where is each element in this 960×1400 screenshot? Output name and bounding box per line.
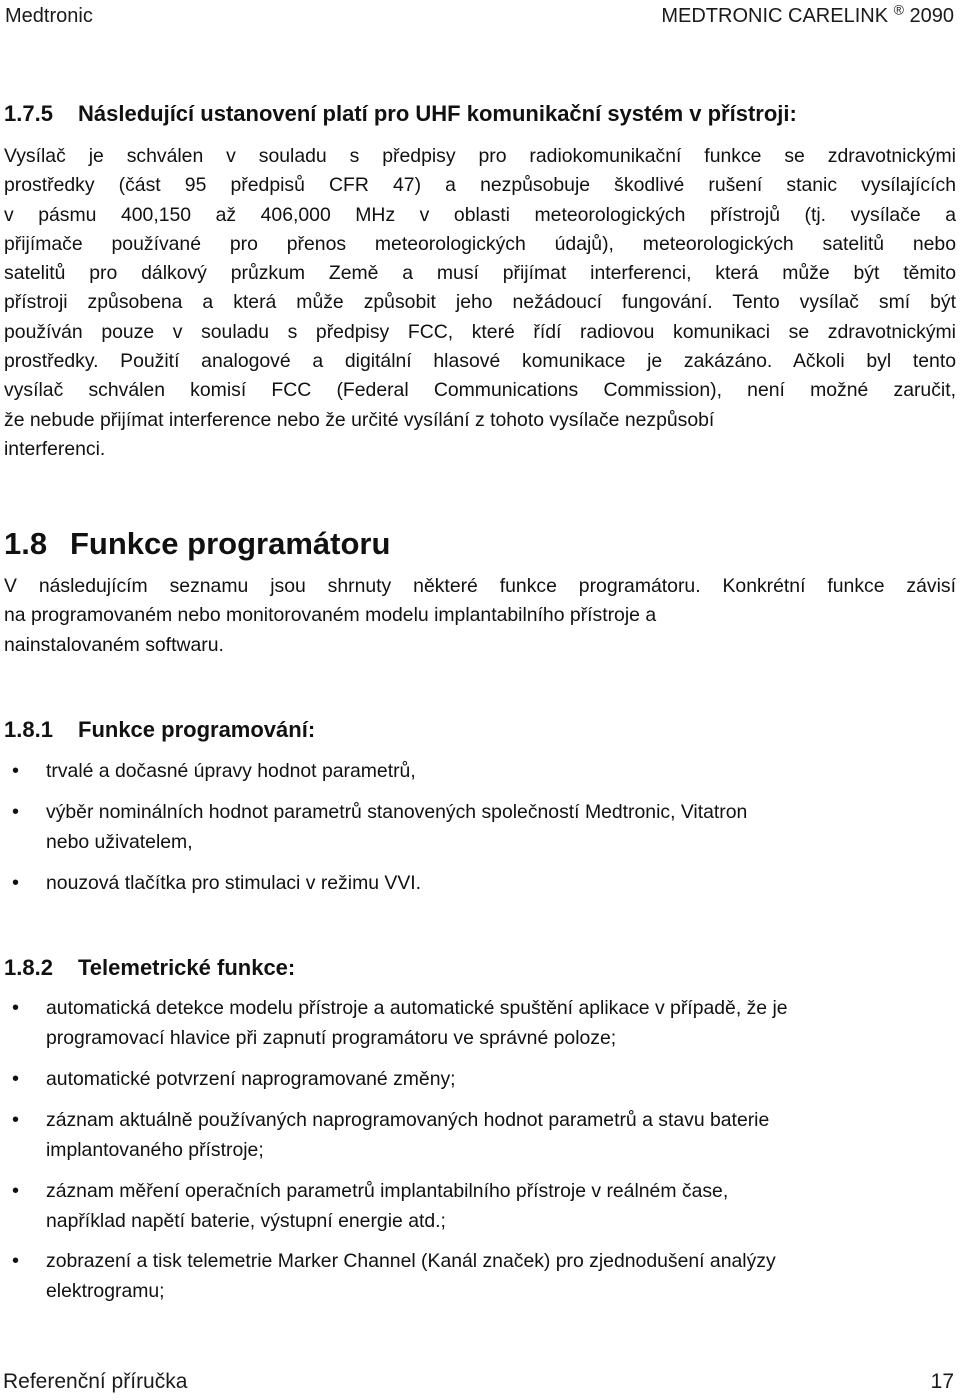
bullet-icon: • xyxy=(12,872,20,894)
page-number: 17 xyxy=(930,1370,954,1393)
list-item-text: zobrazení a tisk telemetrie Marker Channel (Kanál značek) pro zjednodušení analýzy xyxy=(46,1250,776,1272)
section-number: 1.8 xyxy=(4,526,48,561)
bullet-icon: • xyxy=(12,801,20,823)
list-item-text: nouzová tlačítka pro stimulaci v režimu VVI. xyxy=(46,872,422,894)
bullet-icon: • xyxy=(12,1109,20,1131)
text-line: Vysílač je schválen v souladu s předpisy pro radiokomunikační funkce se zdravotnickými xyxy=(4,145,956,167)
list-item-text: elektrogramu; xyxy=(46,1279,165,1302)
list-item-text: programovací hlavice při zapnutí programátoru ve správné poloze; xyxy=(46,1026,617,1049)
list-item-text: implantovaného přístroje; xyxy=(46,1138,264,1161)
section-title: Telemetrické funkce: xyxy=(78,955,296,980)
paragraph-uhf xyxy=(4,142,956,464)
section-number: 1.8.2 xyxy=(4,955,53,980)
page-header xyxy=(5,1,954,28)
text-line: přístroji způsobena a která může způsobit jeho nežádoucí fungování. Tento vysílač smí být xyxy=(4,291,956,314)
text-line: že nebude přijímat interference nebo že určité vysílání z tohoto vysílače nezpůsobí xyxy=(4,408,715,431)
text-line: přijímače používané pro přenos meteorologických údajů), meteorologických satelitů nebo xyxy=(4,232,956,255)
registered-mark: ® xyxy=(893,1,904,18)
text-line: interferenci. xyxy=(4,437,106,460)
text-line: vysílač schválen komisí FCC (Federal Communications Commission), není možné zaručit, xyxy=(4,379,956,402)
list-item-text: výběr nominálních hodnot parametrů stanovených společností Medtronic, Vitatron xyxy=(46,801,748,823)
list-item-text: záznam aktuálně používaných naprogramovaných hodnot parametrů a stavu baterie xyxy=(46,1109,770,1131)
section-heading-1-8 xyxy=(4,525,956,563)
bullet-icon: • xyxy=(12,1250,20,1272)
section-heading-1-8-2 xyxy=(4,954,956,982)
header-product xyxy=(661,1,954,28)
bullet-icon: • xyxy=(12,1180,20,1202)
section-heading-1-8-1 xyxy=(4,716,956,744)
text-line: používán pouze v souladu s předpisy FCC, které řídí radiovou komunikaci se zdravotnickými xyxy=(4,320,956,343)
list-item-text: nebo uživatelem, xyxy=(46,830,193,853)
bullet-icon: • xyxy=(12,1068,20,1090)
list-item-text: automatická detekce modelu přístroje a automatické spuštění aplikace v případě, že je xyxy=(46,997,788,1019)
bullet-icon: • xyxy=(12,997,20,1019)
paragraph-programmer xyxy=(4,572,956,660)
header-model: 2090 xyxy=(909,5,954,27)
text-line: prostředky. Použití analogové a digitální hlasové komunikace je zakázáno. Ačkoli byl tento xyxy=(4,350,956,373)
text-line: satelitů pro dálkový průzkum Země a musí přijímat interferenci, která může být těmito xyxy=(4,262,956,285)
bullet-icon: • xyxy=(12,760,20,782)
list-item-text: automatické potvrzení naprogramované změny; xyxy=(46,1068,456,1090)
text-line: v pásmu 400,150 až 406,000 MHz v oblasti meteorologických přístrojů (tj. vysílače a xyxy=(4,203,956,226)
section-number: 1.8.1 xyxy=(4,717,53,742)
text-line: nainstalovaném softwaru. xyxy=(4,633,224,656)
section-heading-1-7-5 xyxy=(4,100,956,128)
header-product-name: MEDTRONIC CARELINK xyxy=(661,5,889,27)
header-brand: Medtronic xyxy=(5,5,93,27)
list-item-text: trvalé a dočasné úpravy hodnot parametrů, xyxy=(46,760,416,782)
list-item-text: záznam měření operačních parametrů implantabilního přístroje v reálném čase, xyxy=(46,1180,729,1202)
section-title: Následující ustanovení platí pro UHF komunikační systém v přístroji: xyxy=(78,101,797,126)
section-title: Funkce programování: xyxy=(78,717,316,742)
section-number: 1.7.5 xyxy=(4,101,53,126)
list-item-text: například napětí baterie, výstupní energie atd.; xyxy=(46,1209,446,1232)
text-line: na programovaném nebo monitorovaném modelu implantabilního přístroje a xyxy=(4,604,657,627)
text-line: prostředky (část 95 předpisů CFR 47) a nezpůsobuje škodlivé rušení stanic vysílajících xyxy=(4,174,956,197)
section-title: Funkce programátoru xyxy=(70,526,391,561)
text-line: V následujícím seznamu jsou shrnuty některé funkce programátoru. Konkrétní funkce závisí xyxy=(4,575,956,597)
page-footer xyxy=(3,1369,954,1395)
footer-title: Referenční příručka xyxy=(3,1370,188,1393)
